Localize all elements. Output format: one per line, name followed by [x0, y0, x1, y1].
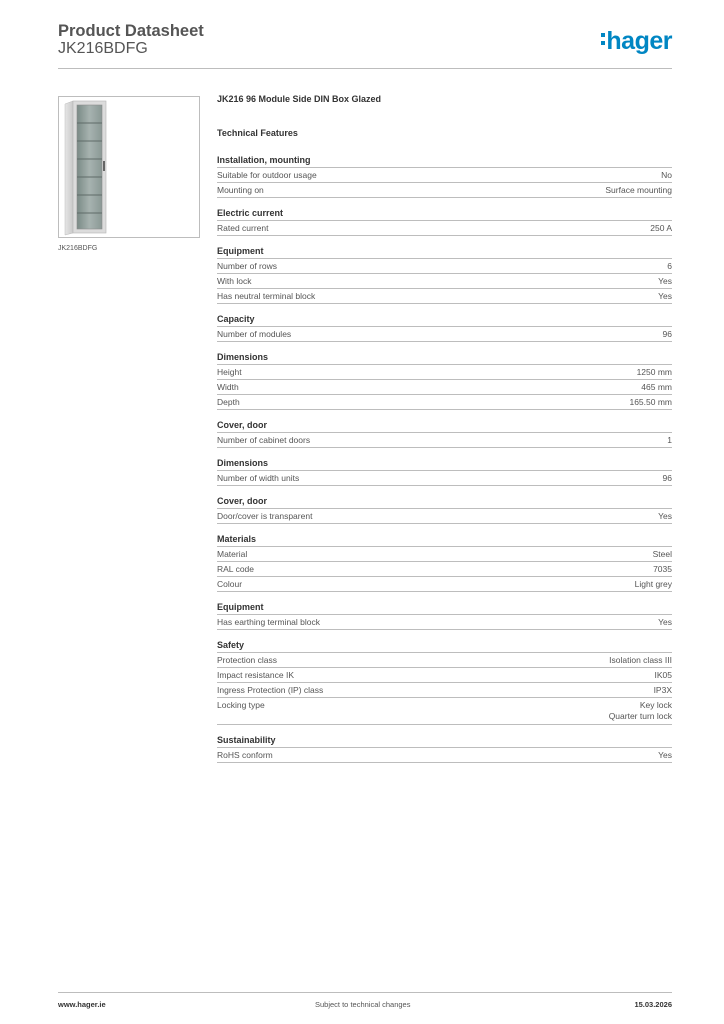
- spec-value: IK05: [654, 670, 672, 680]
- spec-value: IP3X: [653, 685, 672, 695]
- footer-note: Subject to technical changes: [315, 1000, 411, 1009]
- spec-row: [217, 221, 672, 236]
- spec-label: Ingress Protection (IP) class: [217, 685, 324, 695]
- feature-section: [217, 207, 672, 236]
- section-title: Electric current: [217, 207, 672, 221]
- spec-label: Rated current: [217, 223, 269, 233]
- spec-value: Isolation class III: [609, 655, 672, 665]
- spec-value-line: Quarter turn lock: [608, 711, 672, 721]
- section-title: Safety: [217, 639, 672, 653]
- spec-label: Mounting on: [217, 185, 264, 195]
- spec-row: [217, 577, 672, 592]
- spec-label: Impact resistance IK: [217, 670, 295, 680]
- spec-row: [217, 183, 672, 198]
- spec-label: Number of rows: [217, 261, 277, 271]
- feature-section: [217, 351, 672, 410]
- spec-value: 6: [667, 261, 672, 271]
- spec-value: No: [661, 170, 672, 180]
- feature-section: [217, 734, 672, 763]
- spec-row: [217, 380, 672, 395]
- spec-label: Width: [217, 382, 239, 392]
- hager-logo: [601, 27, 672, 56]
- spec-label: Locking type: [217, 700, 265, 710]
- feature-section: [217, 154, 672, 198]
- features-heading: Technical Features: [217, 128, 298, 138]
- section-title: Capacity: [217, 313, 672, 327]
- spec-row: [217, 683, 672, 698]
- section-title: Sustainability: [217, 734, 672, 748]
- footer-date: 15.03.2026: [634, 1000, 672, 1009]
- logo-colon-icon: [601, 29, 605, 49]
- spec-label: RoHS conform: [217, 750, 273, 760]
- section-title: Installation, mounting: [217, 154, 672, 168]
- spec-value: 96: [662, 473, 672, 483]
- feature-section: [217, 457, 672, 486]
- spec-row: [217, 395, 672, 410]
- spec-row: [217, 562, 672, 577]
- spec-row: [217, 748, 672, 763]
- spec-value: Yes: [658, 750, 672, 760]
- spec-label: Has neutral terminal block: [217, 291, 316, 301]
- section-title: Equipment: [217, 245, 672, 259]
- logo-text: hager: [606, 27, 672, 55]
- feature-section: [217, 313, 672, 342]
- spec-row: [217, 365, 672, 380]
- spec-row: [217, 327, 672, 342]
- spec-value: 1: [667, 435, 672, 445]
- spec-row: [217, 698, 672, 725]
- section-title: Cover, door: [217, 495, 672, 509]
- page-header: [58, 22, 672, 69]
- spec-row: [217, 274, 672, 289]
- distribution-box-icon: [59, 97, 199, 237]
- spec-row: [217, 259, 672, 274]
- feature-section: [217, 419, 672, 448]
- spec-value: 165.50 mm: [629, 397, 672, 407]
- spec-value: 96: [662, 329, 672, 339]
- spec-row: [217, 509, 672, 524]
- spec-value: 1250 mm: [636, 367, 672, 377]
- spec-value: 465 mm: [641, 382, 672, 392]
- spec-row: [217, 547, 672, 562]
- spec-value: Yes: [658, 276, 672, 286]
- product-image: [58, 96, 200, 238]
- spec-row: [217, 433, 672, 448]
- spec-value: Yes: [658, 511, 672, 521]
- spec-value: Steel: [652, 549, 672, 559]
- spec-row: [217, 168, 672, 183]
- feature-sections: [217, 154, 672, 763]
- spec-label: Number of cabinet doors: [217, 435, 311, 445]
- feature-section: [217, 601, 672, 630]
- spec-row: [217, 615, 672, 630]
- spec-label: Number of width units: [217, 473, 300, 483]
- spec-label: With lock: [217, 276, 252, 286]
- spec-label: Material: [217, 549, 248, 559]
- spec-value: Light grey: [634, 579, 672, 589]
- technical-content: [217, 94, 672, 772]
- spec-label: RAL code: [217, 564, 255, 574]
- spec-value: Surface mounting: [605, 185, 672, 195]
- spec-label: Suitable for outdoor usage: [217, 170, 317, 180]
- section-title: Equipment: [217, 601, 672, 615]
- page-footer: [58, 992, 672, 1017]
- spec-row: [217, 653, 672, 668]
- spec-value: Yes: [658, 291, 672, 301]
- spec-label: Door/cover is transparent: [217, 511, 313, 521]
- section-title: Materials: [217, 533, 672, 547]
- section-title: Cover, door: [217, 419, 672, 433]
- product-name: JK216 96 Module Side DIN Box Glazed: [217, 94, 382, 104]
- feature-section: [217, 533, 672, 592]
- spec-label: Has earthing terminal block: [217, 617, 320, 627]
- spec-label: Height: [217, 367, 242, 377]
- spec-value: 250 A: [650, 223, 672, 233]
- spec-value: 7035: [653, 564, 672, 574]
- image-caption: JK216BDFG: [58, 245, 98, 252]
- spec-value: [609, 700, 672, 722]
- feature-section: [217, 495, 672, 524]
- page-title: Product Datasheet: [58, 22, 204, 40]
- feature-section: [217, 639, 672, 725]
- spec-row: [217, 289, 672, 304]
- feature-section: [217, 245, 672, 304]
- product-code: JK216BDFG: [58, 40, 148, 57]
- section-title: Dimensions: [217, 457, 672, 471]
- spec-value-line: Key lock: [639, 700, 672, 710]
- footer-website: www.hager.ie: [58, 1000, 106, 1009]
- spec-value: Yes: [658, 617, 672, 627]
- spec-label: Number of modules: [217, 329, 292, 339]
- spec-label: Protection class: [217, 655, 277, 665]
- spec-label: Depth: [217, 397, 240, 407]
- section-title: Dimensions: [217, 351, 672, 365]
- spec-row: [217, 668, 672, 683]
- spec-label: Colour: [217, 579, 243, 589]
- spec-row: [217, 471, 672, 486]
